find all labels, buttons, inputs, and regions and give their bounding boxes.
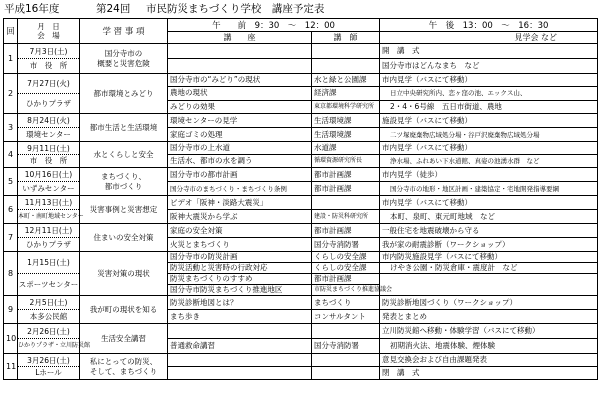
session-no: 1 xyxy=(4,44,18,74)
session-no: 5 xyxy=(4,168,18,196)
am-lecturer: 水と緑と公園課 xyxy=(312,74,380,87)
am-course: まち歩き xyxy=(168,310,312,324)
table-row xyxy=(4,74,598,87)
session-venue: 本多公民館 xyxy=(29,312,68,321)
am-lecturer: 都市計画課 xyxy=(312,168,380,182)
col-pm-content: 見学会 など xyxy=(380,32,598,44)
am-lecturer: 国分寺消防署 xyxy=(312,238,380,252)
table-row xyxy=(4,196,598,210)
am-course: みどりの効果 xyxy=(168,100,312,113)
session-venue: Lホール xyxy=(35,368,62,377)
table-row xyxy=(4,324,598,339)
col-date-venue: 月 日 会 場 xyxy=(18,19,80,44)
session-venue: 本町・南町地域センター xyxy=(18,213,84,220)
col-am-course: 講 座 xyxy=(168,32,312,44)
date-venue-cell xyxy=(18,324,91,354)
session-date: 9月11日(土) xyxy=(18,142,79,155)
pm-content: 市内見学（徒歩） xyxy=(380,168,598,182)
am-course: 防災診断地図とは？ xyxy=(168,296,312,310)
am-lecturer xyxy=(312,324,380,339)
session-venue: スポーツセンター xyxy=(18,280,79,289)
session-no: 7 xyxy=(4,224,18,252)
am-lecturer: 水道課 xyxy=(312,142,380,155)
table-row xyxy=(4,142,598,155)
am-course xyxy=(168,324,312,339)
session-venue: ひかりプラザ・立川防災館 xyxy=(18,342,91,349)
session-no: 6 xyxy=(4,196,18,224)
pm-content: 防災診断地図づくり（ワークショップ） xyxy=(380,296,598,310)
am-lecturer: 東京都環境科学研究所 xyxy=(312,100,380,113)
col-no: 回 xyxy=(4,19,18,44)
session-no: 2 xyxy=(4,74,18,114)
topic: 我が町の現状を知る xyxy=(80,296,168,324)
am-lecturer xyxy=(312,196,380,210)
session-venue: 市 役 所 xyxy=(29,156,68,165)
session-date: 1月15日(土) xyxy=(18,252,79,274)
topic: 国分寺市の 概要と災害危険 xyxy=(80,44,168,74)
session-venue: ひかりプラザ xyxy=(26,99,71,108)
am-course: 国分寺市防災まちづくり推進地区 xyxy=(168,285,312,296)
am-course: 生活水、都市の水を調う xyxy=(168,155,312,168)
pm-content: 浄水場、ふれあい下水道館、真姿の池湧水群 など xyxy=(380,155,598,168)
pm-content: 発表とまとめ xyxy=(380,310,598,324)
am-course: 農地の現状 xyxy=(168,87,312,100)
pm-content: 施設見学（バスにて移動） xyxy=(380,114,598,128)
session-date: 12月11日(土) xyxy=(18,224,79,238)
pm-content: 我が家の耐震診断（ワークショップ） xyxy=(380,238,598,252)
col-pm: 午 後 13：00 ～ 16：30 xyxy=(380,19,598,32)
date-venue-cell xyxy=(18,296,80,324)
am-lecturer xyxy=(312,59,380,74)
schedule-table xyxy=(3,18,598,380)
am-lecturer: 循環資源研究所長 xyxy=(312,155,380,168)
date-venue-cell xyxy=(18,252,80,296)
am-course: 環境センターの見学 xyxy=(168,114,312,128)
pm-content: 本町、泉町、東元町地域 など xyxy=(380,210,598,224)
date-venue-cell xyxy=(18,74,80,114)
col-topic: 学 習 事 項 xyxy=(80,19,168,44)
am-lecturer xyxy=(312,44,380,59)
pm-content: 国分寺市の地形・地区計画・建築協定・宅地開発指導要綱 xyxy=(380,182,598,196)
am-course: 普通救命講習 xyxy=(168,339,312,354)
am-course xyxy=(168,354,312,367)
session-venue: 環境センター xyxy=(26,130,71,139)
topic: 災害対策の現状 xyxy=(80,252,168,296)
topic: 都市生活と生活環境 xyxy=(80,114,168,142)
am-course: 阪神大震災から学ぶ xyxy=(168,210,312,224)
pm-content: 国分寺市はどんなまち など xyxy=(380,59,598,74)
table-row xyxy=(4,114,598,128)
am-course xyxy=(168,59,312,74)
col-am: 午 前 9：30 ～ 12：00 xyxy=(168,19,380,32)
am-lecturer: 生活環境課 xyxy=(312,114,380,128)
session-no: 3 xyxy=(4,114,18,142)
pm-content: 市内見学（バスにて移動） xyxy=(380,142,598,155)
am-course: 火災とまちづくり xyxy=(168,238,312,252)
session-date: 2月26日(土) xyxy=(18,324,79,339)
topic: 都市環境とみどり xyxy=(80,74,168,114)
am-course: 家庭の安全対策 xyxy=(168,224,312,238)
am-lecturer: 都市計画課 xyxy=(312,224,380,238)
pm-content: 開 講 式 xyxy=(380,44,598,59)
session-no: 11 xyxy=(4,354,18,380)
pm-content: 初期消火法、地震体験、煙体験 xyxy=(380,339,598,354)
am-course: 国分寺市の都市計画 xyxy=(168,168,312,182)
schedule-body xyxy=(4,44,598,380)
date-venue-cell xyxy=(18,142,80,168)
pm-content: 市内見学（バスにて移動） xyxy=(380,196,598,210)
am-course: 防災まちづくりのすすめ xyxy=(168,274,312,285)
date-venue-cell xyxy=(18,196,84,224)
topic: 住まいの安全対策 xyxy=(80,224,168,252)
date-venue-cell xyxy=(18,224,80,252)
table-row xyxy=(4,296,598,310)
am-course: 家庭ゴミの処理 xyxy=(168,128,312,142)
pm-content: 日立中央研究所内、恋ヶ窪の池、エックス山、 xyxy=(380,87,598,100)
session-date: 7月3日(土) xyxy=(18,44,79,59)
pm-content: 市内見学（バスにて移動） xyxy=(380,74,598,87)
table-row xyxy=(4,252,598,263)
table-row xyxy=(4,224,598,238)
am-lecturer: くらしの安全課 xyxy=(312,263,380,274)
topic: 水とくらしと安全 xyxy=(80,142,168,168)
session-venue: 市 役 所 xyxy=(29,61,68,70)
am-lecturer: 国分寺消防署 xyxy=(312,339,380,354)
session-date: 7月27日(火) xyxy=(18,74,79,94)
am-lecturer: コンサルタント xyxy=(312,310,380,324)
table-row xyxy=(4,354,598,367)
session-date: 2月5日(土) xyxy=(18,296,79,310)
am-lecturer: 建設・防災科研究所 xyxy=(312,210,380,224)
session-number: 第24回 xyxy=(96,3,131,15)
topic: 生活安全講習 xyxy=(80,324,168,354)
am-course: 国分寺市の“みどり”の現状 xyxy=(168,74,312,87)
table-row xyxy=(4,44,598,59)
am-lecturer xyxy=(312,354,380,367)
pm-content: 意見交換会および自由課題発表 xyxy=(380,354,598,367)
session-no: 9 xyxy=(4,296,18,324)
session-date: 3月26日(土) xyxy=(18,354,79,367)
am-lecturer: 市防災まちづくり推進協議会 xyxy=(312,285,380,296)
session-no: 4 xyxy=(4,142,18,168)
fiscal-year: 平成16年度 xyxy=(4,3,60,15)
session-date: 8月24日(火) xyxy=(18,114,79,128)
pm-content: 立川防災館へ移動・体験学習（バスにて移動） xyxy=(380,324,598,339)
topic: まちづくり、 都市づくり xyxy=(80,168,168,196)
am-lecturer: 生活環境課 xyxy=(312,128,380,142)
am-course: 国分寺市のまちづくり・まちづくり条例 xyxy=(168,182,312,196)
am-course xyxy=(168,44,312,59)
pm-content: 市内防災施設見学（バスにて移動） xyxy=(380,252,598,263)
pm-content: けやき公園・防災倉庫・震度計 など xyxy=(380,263,598,274)
col-am-lecturer: 講 師 xyxy=(312,32,380,44)
pm-content: 二ツ塚廃棄物広域処分場・谷戸沢廃棄物広域処分場 xyxy=(380,128,598,142)
am-course: 国分寺市の防災計画 xyxy=(168,252,312,263)
am-course: 防災活動と災害時の行政対応 xyxy=(168,263,312,274)
am-course: 国分寺市の上水道 xyxy=(168,142,312,155)
pm-content: 一般住宅を地震破壊から守る xyxy=(380,224,598,238)
am-lecturer: まちづくり xyxy=(312,296,380,310)
date-venue-cell xyxy=(18,114,80,142)
page-title: 市民防災まちづくり学校 講座予定表 xyxy=(146,3,325,15)
am-lecturer: 都市計画課 xyxy=(312,182,380,196)
topic: 私にとっての防災、 そして、まちづくり xyxy=(80,354,168,380)
session-venue: いずみセンター xyxy=(22,184,75,193)
session-no: 8 xyxy=(4,252,18,296)
am-lecturer: 経済課 xyxy=(312,87,380,100)
date-venue-cell xyxy=(18,44,80,74)
date-venue-cell xyxy=(18,354,80,380)
session-date: 10月16日(土) xyxy=(18,168,79,182)
am-lecturer: 都市計画課 xyxy=(312,274,380,285)
am-course: ビデオ「阪神・淡路大震災」 xyxy=(168,196,312,210)
topic: 災害事例と災害想定 xyxy=(80,196,168,224)
session-date: 11月13日(土) xyxy=(18,196,79,210)
pm-content: 2・4・6号線 五日市街道、農地 xyxy=(380,100,598,113)
session-no: 10 xyxy=(4,324,18,354)
table-row xyxy=(4,168,598,182)
am-lecturer: くらしの安全課 xyxy=(312,252,380,263)
session-venue: ひかりプラザ xyxy=(26,240,71,249)
date-venue-cell xyxy=(18,168,80,196)
pm-content: 閉 講 式 xyxy=(380,367,598,380)
header xyxy=(4,2,596,16)
